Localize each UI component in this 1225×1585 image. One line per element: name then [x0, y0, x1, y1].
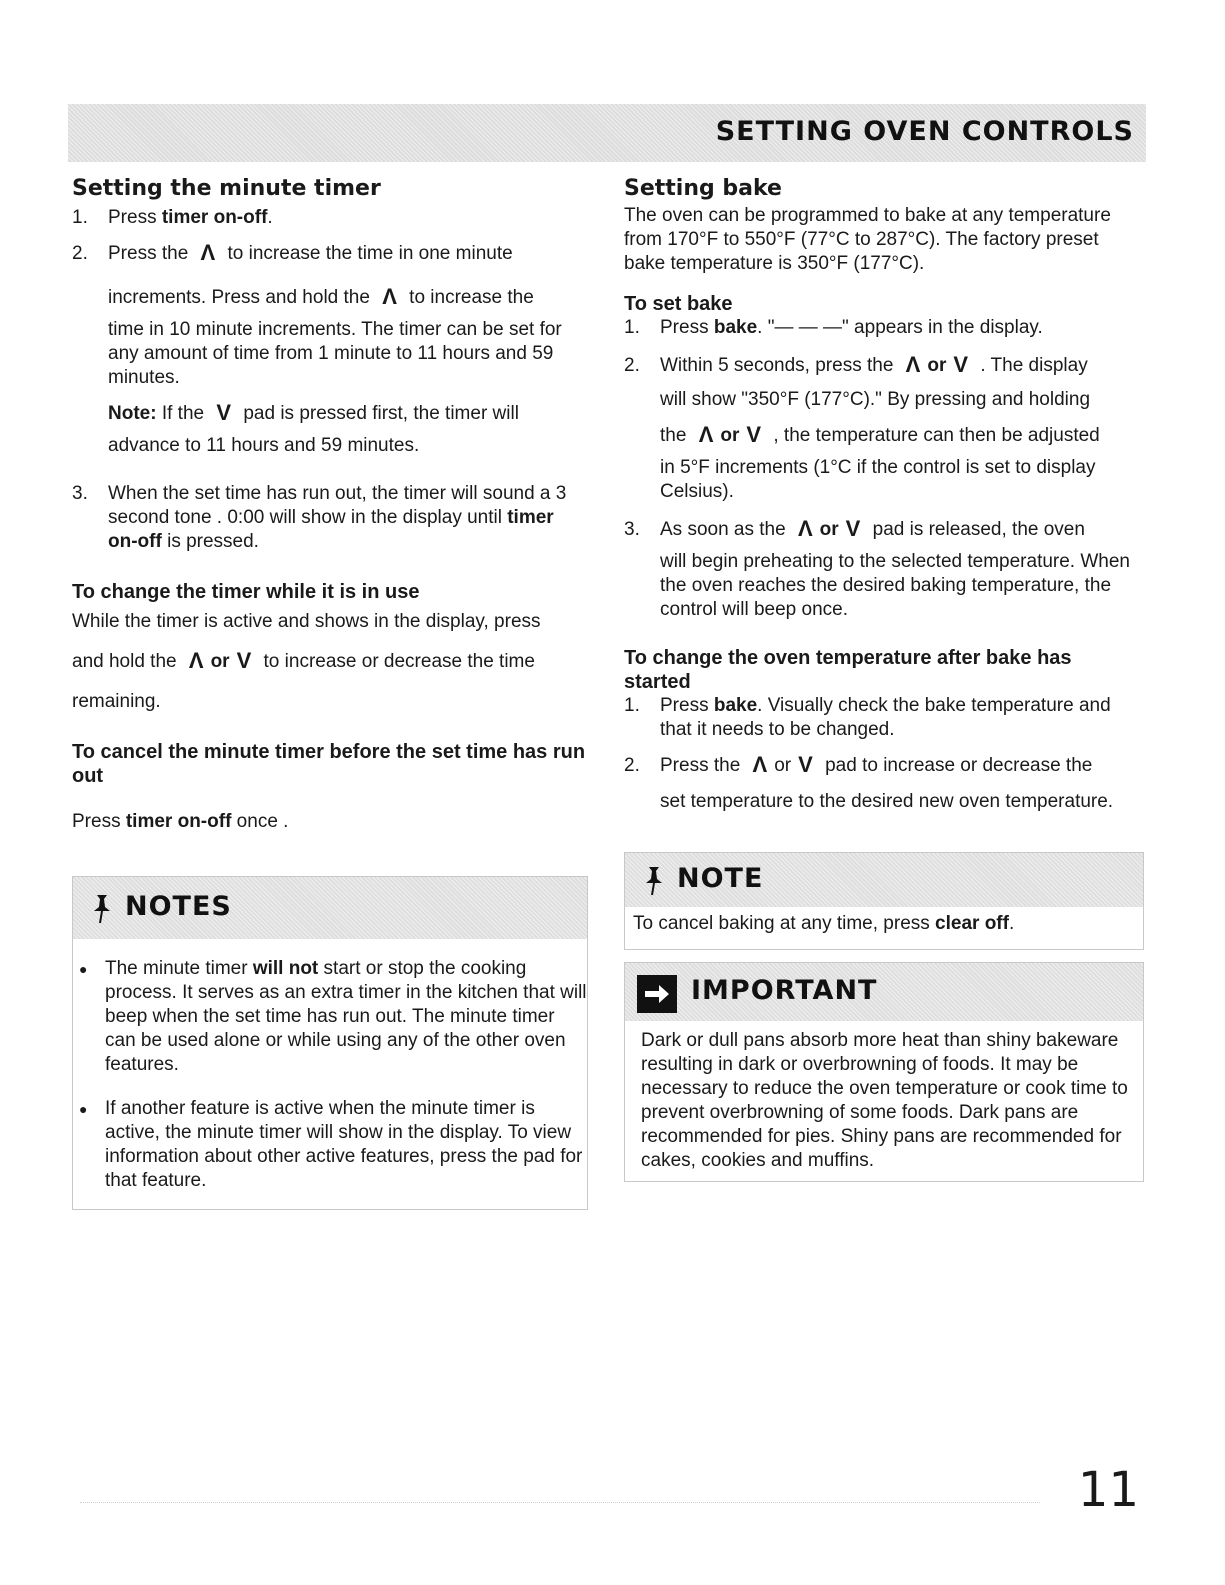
or-label: or: [774, 755, 792, 776]
down-arrow-icon: V: [845, 516, 861, 541]
key-label: bake: [713, 695, 758, 716]
bullet-icon: ●: [79, 961, 88, 977]
bullet-icon: ●: [79, 1101, 88, 1117]
down-arrow-icon: V: [236, 648, 252, 673]
step-text: to increase the time in one minute: [222, 243, 513, 264]
paragraph-text: once .: [231, 811, 289, 832]
to-set-bake-heading: To set bake: [624, 293, 733, 315]
push-pin-icon: [89, 893, 115, 925]
up-arrow-icon: Λ: [698, 422, 714, 447]
step-text: the: [660, 425, 692, 446]
note-box: [624, 852, 1144, 950]
paragraph: remaining.: [72, 691, 161, 712]
or-label: or: [210, 651, 230, 672]
step-text: Press the: [660, 755, 746, 776]
step-text: is pressed.: [161, 531, 259, 552]
step-text: Within 5 seconds, press the: [660, 355, 899, 376]
step-text: to increase the: [403, 287, 534, 308]
step-text: in 5°F increments (1°C if the control is set to display Celsius).: [660, 457, 1096, 502]
page-number: 11: [1077, 1462, 1139, 1518]
section-banner: [68, 104, 1146, 162]
push-pin-icon: [641, 865, 667, 897]
notes-box: [72, 876, 588, 1210]
up-arrow-icon: Λ: [797, 516, 813, 541]
down-arrow-icon: V: [746, 422, 762, 447]
note-body: [625, 907, 1143, 941]
step-number: 3.: [72, 483, 88, 504]
step-number: 1.: [624, 695, 640, 716]
important-box: [624, 962, 1144, 1182]
paragraph: While the timer is active and shows in the display, press: [72, 611, 541, 632]
down-arrow-icon: V: [953, 352, 969, 377]
change-step-1: [624, 694, 1136, 742]
or-label: or: [819, 519, 839, 540]
down-arrow-icon: V: [798, 752, 813, 777]
up-arrow-icon: Λ: [200, 240, 216, 265]
timer-step-3: [72, 482, 587, 554]
step-text: . Visually check the bake temperature and that it needs to be changed.: [660, 695, 1111, 740]
up-arrow-icon: Λ: [905, 352, 921, 377]
up-arrow-icon: Λ: [188, 648, 204, 673]
note-title: NOTE: [677, 863, 764, 894]
or-label: or: [720, 425, 740, 446]
step-number: 2.: [72, 243, 88, 264]
bake-step-1: [624, 316, 1136, 340]
step-text: pad is pressed first, the timer will: [238, 403, 519, 424]
right-column: [624, 174, 1136, 814]
step-text: Press: [660, 695, 714, 716]
important-title: IMPORTANT: [691, 975, 878, 1006]
step-text: pad is released, the oven: [867, 519, 1085, 540]
bake-step-3: [624, 518, 1136, 622]
paragraph-text: to increase or decrease the time: [258, 651, 535, 672]
note-bold: will not: [252, 958, 319, 979]
step-text: . The display: [975, 355, 1088, 376]
setting-bake-heading: Setting bake: [624, 176, 782, 201]
step-text: will show "350°F (177°C)." By pressing and holding: [660, 389, 1091, 410]
note-text: The minute timer: [105, 958, 253, 979]
note-text: .: [1008, 913, 1015, 934]
step-text: will begin preheating to the selected temperature. When the oven reaches the desired baking temperature, the control will beep once.: [660, 551, 1130, 620]
change-temp-heading: To change the oven temperature after bake has started: [624, 647, 1072, 693]
key-label: timer on-off: [161, 207, 268, 228]
left-column: [72, 174, 587, 834]
timer-step-2: [72, 242, 587, 458]
key-label: timer on-off: [108, 507, 554, 552]
arrow-right-icon: [637, 975, 677, 1013]
step-text: increments. Press and hold the: [108, 287, 376, 308]
cancel-timer-heading: To cancel the minute timer before the set time has run out: [72, 741, 586, 787]
notes-list-item: [73, 1097, 587, 1193]
step-text: .: [267, 207, 273, 228]
step-number: 1.: [72, 207, 88, 228]
bake-step-2: [624, 354, 1136, 504]
paragraph-text: and hold the: [72, 651, 182, 672]
notes-box-header: [73, 877, 587, 939]
section-title: SETTING OVEN CONTROLS: [715, 116, 1134, 147]
intro-paragraph: The oven can be programmed to bake at any temperature from 170°F to 550°F (77°C to 287°C). The factory preset bake temperature is 350°F (177°C).: [624, 205, 1111, 274]
minute-timer-heading: Setting the minute timer: [72, 176, 381, 201]
note-text: If another feature is active when the minute timer is active, the minute timer will show in the display. To view information about other active features, press the pad for that feature.: [105, 1098, 583, 1191]
down-arrow-icon: V: [216, 400, 232, 425]
key-label: bake: [713, 317, 758, 338]
notes-list: [73, 957, 587, 1193]
step-text: , the temperature can then be adjusted: [768, 425, 1100, 446]
up-arrow-icon: Λ: [382, 284, 397, 309]
step-text: Press the: [108, 243, 194, 264]
step-text: When the set time has run out, the timer will sound a 3 second tone . 0:00 will show in the display until: [108, 483, 567, 528]
important-text: Dark or dull pans absorb more heat than shiny bakeware resulting in dark or overbrowning of foods. It may be necessary to reduce the oven temperature or cook time to prevent overbrowning of some foods. Dark pans are recommended for pies. Shiny pans are recommended for cakes, cookies and muffins.: [641, 1030, 1128, 1171]
key-label: clear off: [935, 913, 1009, 934]
notes-title: NOTES: [125, 891, 232, 922]
note-label: Note:: [108, 403, 157, 424]
important-box-header: [625, 963, 1143, 1021]
change-timer-heading: To change the timer while it is in use: [72, 581, 420, 603]
step-text: Press: [660, 317, 714, 338]
step-text: advance to 11 hours and 59 minutes.: [108, 435, 420, 456]
up-arrow-icon: Λ: [752, 752, 768, 777]
change-step-2: [624, 754, 1136, 814]
note-text: start or stop the cooking process. It serves as an extra timer in the kitchen that will beep when the set time has run out. The minute timer can be used alone or while using any of the other oven features.: [105, 958, 587, 1075]
note-box-header: [625, 853, 1143, 907]
step-number: 3.: [624, 519, 640, 540]
step-text: Press: [108, 207, 162, 228]
step-text: If the: [156, 403, 210, 424]
step-text: set temperature to the desired new oven temperature.: [660, 791, 1114, 812]
note-text: To cancel baking at any time, press: [633, 913, 936, 934]
or-label: or: [927, 355, 947, 376]
step-text: As soon as the: [660, 519, 791, 540]
step-text: time in 10 minute increments. The timer can be set for any amount of time from 1 minute to 11 hours and 59 minutes.: [108, 319, 562, 388]
step-number: 2.: [624, 355, 640, 376]
step-number: 2.: [624, 755, 640, 776]
step-number: 1.: [624, 317, 640, 338]
footer-rule: [80, 1502, 1040, 1503]
key-label: timer on-off: [125, 811, 232, 832]
paragraph-text: Press: [72, 811, 126, 832]
step-text: pad to increase or decrease the: [819, 755, 1093, 776]
notes-list-item: [73, 957, 587, 1077]
step-text: . "— — —" appears in the display.: [757, 317, 1043, 338]
timer-step-1: [72, 206, 587, 230]
